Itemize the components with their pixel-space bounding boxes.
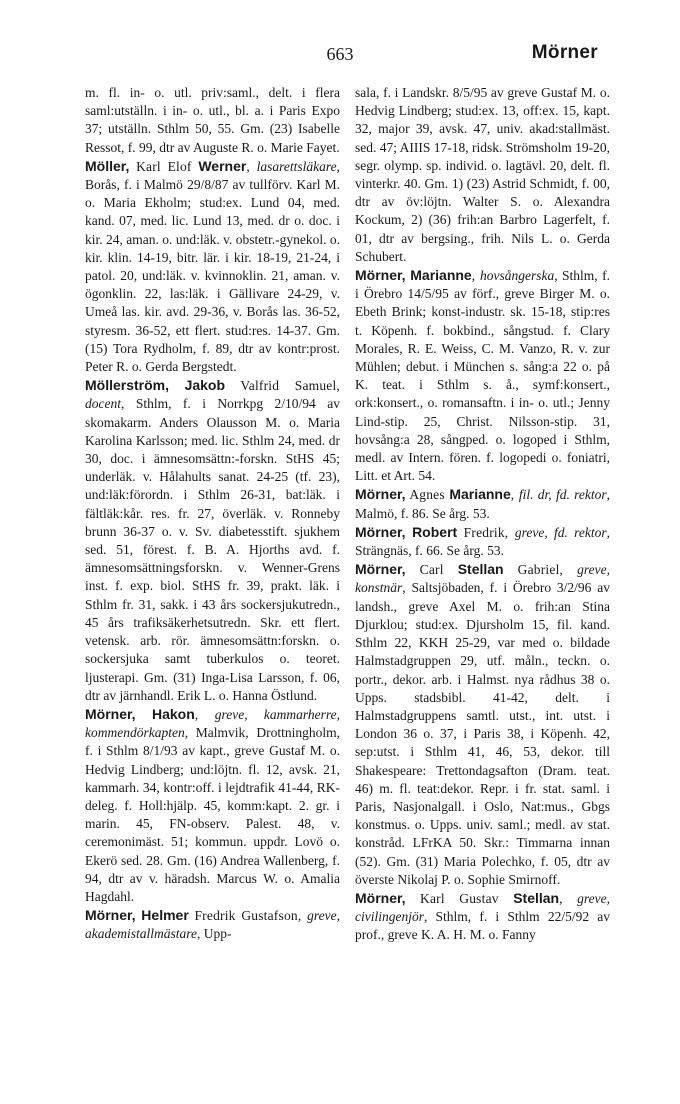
biography-entry [85,705,340,906]
entry-given-post: Gabriel, [503,562,578,578]
entry-title: docent [85,396,121,412]
entry-title: greve, fd. rektor [514,524,607,540]
biography-entry [355,485,610,522]
biography-entry [85,906,340,943]
entry-title: greve, kammarherre, kommendörkapten [85,706,340,741]
entry-given-pre [136,707,152,722]
entry-text: , Sthlm, f. i Örebro 14/5/95 av förf., greve Birger M. o. Ebeth Brink; konst-industr. sk. 15-18, stip:res t. Köpenh. f. bokbind., sångstud. f. Clary Morales, R. E. Weiss, C. M. Vanzo, R. v. zur Mühlen; debut. i München s. sång:a 22 o. på K. teat. i Sthlm s. å., symf:konsert., ork:konsert., o. romansaftn. i in- o. utl.; Jenny Lind-stip. 25, Christ. Nilsson-stip. 31, hovsång:a 28, sångped. o. logoped i Sthlm, medl. av Intern. fören. f. logopedi o. foniatri, Litt. et Art. 54. [355,268,610,484]
entry-given-pre: Carl [405,562,458,578]
entry-given-name: Stellan [513,889,560,906]
entry-given-name: Stellan [457,561,504,578]
entry-title: hovsångerska [479,268,555,284]
entry-text: , Malmö, f. 86. Se årg. 53. [355,487,610,521]
biography-entry [85,376,340,705]
entry-given-post: , [194,706,215,722]
biography-entry [85,157,340,376]
entry-given-post: , [510,487,519,503]
right-column [355,84,610,945]
entry-continuation [85,84,340,157]
biography-entry [355,889,610,945]
entry-given-name: Jakob [184,377,226,394]
entry-surname: Möller, [85,157,130,174]
entry-given-name: Hakon [152,705,195,722]
entry-surname: Mörner, [355,889,406,906]
entry-text: m. fl. in- o. utl. priv:saml., delt. i flera saml:utställn. i in- o. utl., bl. a. i Paris Expo 37; utställn. Sthlm 50, 55. Gm. (23) Isabelle Ressot, f. 99, dtr av Auguste R. o. Marie Fayet. [85,85,340,155]
entry-given-pre: Karl Gustav [405,890,514,906]
entry-text: , Malmvik, Drottningholm, f. i Sthlm 8/1/93 av kapt., greve Gustaf M. o. Hedvig Lindberg; und:löjtn. fl. 12, avsk. 21, kammarh. 34, kontr:off. i lejdtrafik 41-44, RK-deleg. f. Holl:hjälp. 45, komm:kapt. 2. gr. i marin. 45, FN-observ. Palest. 48, v. ceremonimäst. 51; kommun. uppdr. Lovö o. Ekerö sed. 28. Gm. (16) Andrea Wallenberg, f. 94, dtr av v. häradsh. Marcus W. o. Amalia Hagdahl. [85,725,340,904]
entry-given-post: Fredrik Gustafson, [188,908,308,924]
entry-given-name: Robert [412,523,458,540]
entry-given-name: Marianne [449,486,511,503]
entry-text: sala, f. i Landskr. 8/5/95 av greve Gustaf M. o. Hedvig Lindberg; stud:ex. 13, off:ex. 15, kapt. 32, major 39, avsk. 47, univ. akad:stallmäst. sed. 47; AIIIS 17-18, ridsk. Strömsholm 19-20, segr. olymp. sp. individ. o. lagtävl. 20, delt. fl. vinterkr. 40. Gm. 1) (23) Astrid Schmidt, f. 00, dtr av öv:löjtn. Walter S. o. Alexandra Kockum, 2) (36) frih:an Barbro Lagerfelt, f. 01, dtr av bergsing., frih. Nils L. o. Gerda Schubert. [355,85,610,264]
entry-given-post: Valfrid Samuel, [225,378,341,394]
entry-title: greve, konstnär [355,562,610,596]
entry-surname: Mörner, [355,486,406,503]
entry-text: , Sthlm, f. i Norrkpg 2/10/94 av skomakarm. Anders Olausson M. o. Maria Karolina Karlsson; med. lic. Sthlm 24, med. dr 30, doc. i ämnesomsättn:-forskn. StHS 45; underläk. v. Hålahults sanat. 24-25 (tf. 23), und:läk:förordn. i Sthlm 26-31, bat:läk. i fältläk:kår. res. fr. 27, överläk. v. Ronneby brunn 36-37 o. v. Sv. diabetesstift. sjukhem sed. 51, förest. f. B. A. Hjorths avd. f. ämnesomsättningsforskn. v. Wenner-Grens inst. f. exp. biol. StHS fr. 39, prakt. läk. i Sthlm fr. 31, sakk. i 43 års sockersjukutredn., 45 års trafiksäkerhetsutredn. Skr. ett flert. vetensk. arb. rör. ämnesomsättn:forskn. o. sockersjuka samt tuberkulos o. teoret. ljusterapi. Gm. (31) Inga-Lisa Larsson, f. 06, dtr av järnhandl. Erik L. o. Hanna Östlund. [85,396,340,703]
entry-given-pre: Karl Elof [129,158,199,174]
entry-given-name: Helmer [141,907,189,924]
entry-surname: Möllerström, [85,377,170,394]
entry-text: , Borås, f. i Malmö 29/8/87 av tullförv. Karl M. o. Maria Ekholm; stud:ex. Lund 04, med. kand. 07, med. lic. Lund 13, med. dr o. doc. i kir. 24, aman. o. und:läk. v. obstetr.-gynekol. o. kir. klin. 14-19, bitr. lär. i kir. 18-19, 21-24, i patol. 20, und:läk. v. kvinnoklin. 21, aman. v. ögonklin. 22, las:läk. i Gällivare 24-29, v. Umeå las. kir. avd. 29-36, v. Borås las. 36-52, styresm. 36-52, ett flert. stud:res. 14-37. Gm. (15) Tora Rydholm, f. 89, dtr av kontr:prost. Peter R. o. Gerda Bergstedt. [85,158,340,375]
biography-entry [355,523,610,560]
entry-surname: Mörner, [355,523,406,540]
entry-continuation [355,84,610,266]
entry-given-name: Marianne [410,267,472,284]
entry-surname: Mörner, [85,907,136,924]
entry-given-post: , [246,158,257,174]
entry-given-pre: Agnes [405,487,450,503]
entry-surname: Mörner, [85,705,136,722]
entry-text: , Saltsjöbaden, f. i Örebro 3/2/96 av landsh., greve Axel M. o. frih:an Stina Djurklou; stud:ex. Djursholm 15, fil. kand. Sthlm 22, KKH 25-29, var med o. bildade Halmstadgruppen 29, utf. måln., teckn. o. portr., dekor. arb. i Halmst. nya rådhus 38 o. Upps. stadsbibl. 41-42, delt. i Halmstadgruppens samtl. utst., int. utst. i London 36 o. 37, i Paris 38, i Köpenh. 42, sep:utst. i Sthlm 41, 46, 53, dekor. till Shakespeare: Trettondagsafton (Dram. teat. 46) m. fl. teat:dekor. Repr. i fr. stat. saml. i Paris, Nasjonalgall. i Oslo, Nat:mus., Gbgs konstmus. o. Upps. univ. saml.; medl. av stat. konstråd. LFrKA 50. Skr.: Timmarna innan (52). Gm. (31) Maria Polechko, f. 05, dtr av överste Nikolaj P. o. Sophie Smirnoff. [355,580,610,887]
entry-given-pre [169,378,185,393]
entry-surname: Mörner, [355,561,406,578]
entry-given-post: , [471,268,480,284]
left-column [85,84,340,944]
running-head: Mörner [531,42,598,63]
entry-given-name: Werner [198,157,247,174]
page-number: 663 [326,44,354,64]
entry-title: lasarettsläkare [256,158,337,174]
entry-given-post: , [559,890,578,906]
entry-text: , Upp- [197,926,232,942]
entry-title: fil. dr, fd. rektor [518,487,607,503]
biography-entry [355,266,610,485]
entry-title: greve, civilingenjör [355,890,610,925]
biography-entry [355,560,610,889]
entry-surname: Mörner, [355,267,406,284]
entry-text: , Strängnäs, f. 66. Se årg. 53. [355,524,610,559]
entry-given-post: Fredrik, [457,524,515,540]
entry-text: , Sthlm, f. i Sthlm 22/5/92 av prof., greve K. A. H. M. o. Fanny [355,909,610,943]
entry-title: greve, akademistallmästare [85,908,340,942]
